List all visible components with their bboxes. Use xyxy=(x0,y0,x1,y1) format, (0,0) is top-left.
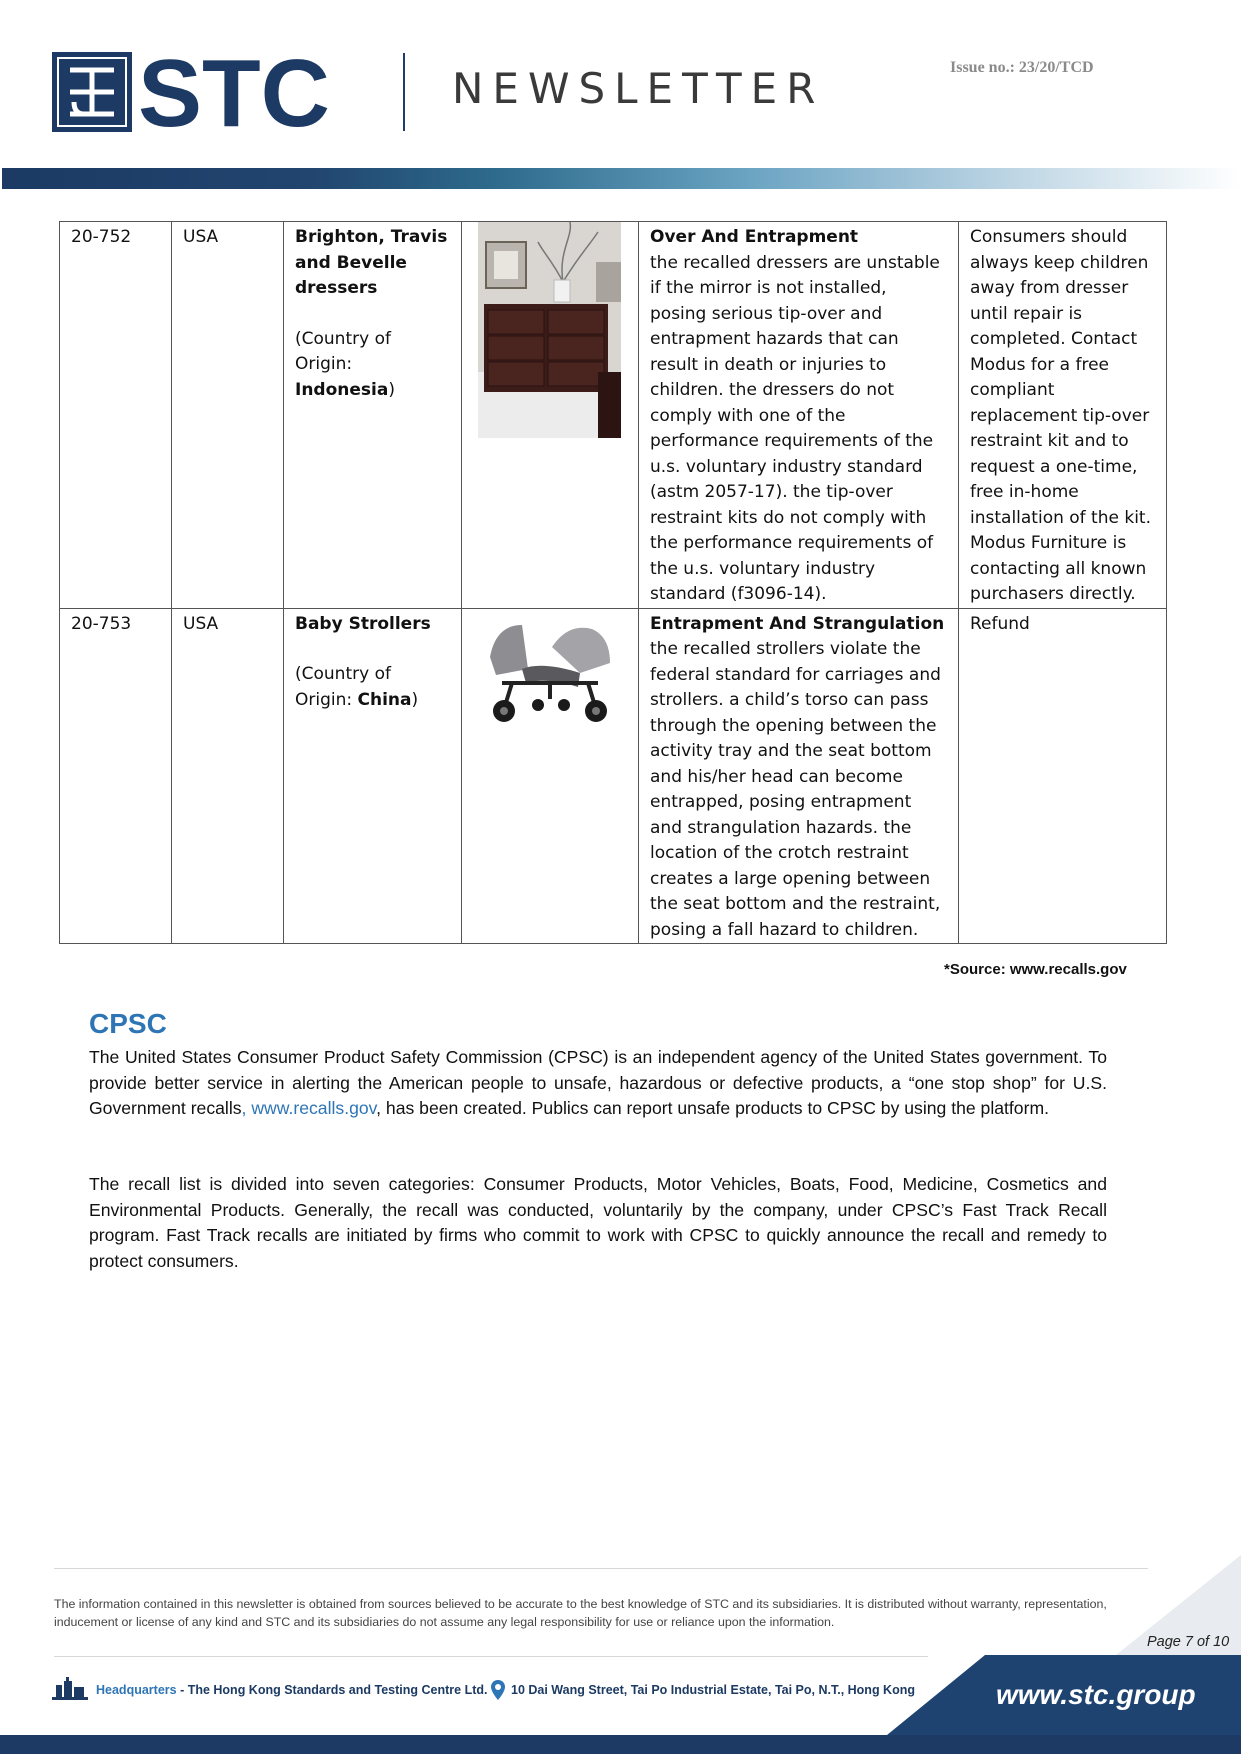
origin-prefix: (Country of Origin: xyxy=(295,664,391,710)
remedy-cell xyxy=(959,608,1167,944)
hq-name: - The Hong Kong Standards and Testing Centre Ltd. xyxy=(176,1683,488,1697)
cpsc-paragraph-1 xyxy=(89,1045,1107,1122)
product-cell xyxy=(284,608,462,944)
hazard-description: the recalled strollers violate the federal standard for carriages and strollers. a child’s torso can pass through the opening between the activity tray and the seat bottom and his/her head can become entrapped, posing entrapment and strangulation hazards. the location of the crotch restraint creates a large opening between the seat bottom and the restraint, posing a fall hazard to children. xyxy=(650,639,941,940)
hazard-cell xyxy=(639,222,959,609)
disclaimer: The information contained in this newsletter is obtained from sources believed to be accurate to the best knowledge of STC and its subsidiaries. It is distributed without warranty, representation, inducement or license of any kind and STC and its subsidiaries do not assume any legal responsibility for use or reliance upon the information. xyxy=(54,1597,1107,1629)
hazard-cell xyxy=(639,608,959,944)
stroller-photo-icon xyxy=(482,617,617,725)
recalls-link[interactable]: , www.recalls.gov xyxy=(241,1098,377,1118)
product-name: Brighton, Travis and Bevelle dressers xyxy=(295,227,448,298)
table-row xyxy=(60,222,1167,609)
country-cell xyxy=(172,222,284,609)
recall-id-cell xyxy=(60,222,172,609)
website-link[interactable]: www.stc.group xyxy=(996,1679,1196,1710)
recall-country: USA xyxy=(183,227,219,247)
location-pin-icon xyxy=(491,1680,505,1700)
hazard-title: Over And Entrapment xyxy=(650,227,859,247)
recall-table xyxy=(59,221,1167,944)
hq-label: Headquarters xyxy=(96,1683,177,1697)
hazard-description: the recalled dressers are unstable if the mirror is not installed, posing serious tip-over and entrapment hazards that can result in death or injuries to children. the dressers do not comply with one of the performance requirements of the u.s. voluntary industry standard (astm 2057-17). the tip-over restraint kits do not comply with the performance requirements of the u.s. voluntary industry standard (f3096-14). xyxy=(650,252,940,604)
footer-divider xyxy=(54,1568,1148,1569)
product-origin xyxy=(295,327,450,404)
page-number: Page 7 of 10 xyxy=(1147,1634,1230,1650)
recall-country: USA xyxy=(183,613,219,634)
origin-suffix: ) xyxy=(411,689,419,710)
header-gradient-bar xyxy=(2,168,1241,189)
address-line: 10 Dai Wang Street, Tai Po Industrial Estate, Tai Po, N.T., Hong Kong xyxy=(511,1683,915,1697)
building-icon xyxy=(52,1677,88,1701)
recall-id-cell xyxy=(60,608,172,944)
product-origin xyxy=(295,662,450,713)
remedy-text: Consumers should always keep children away from dresser until repair is completed. Contact Modus for a free compliant replacement tip-over restraint kit and to request a one-time, free in-home installation of the kit. Modus Furniture is contacting all known purchasers directly. xyxy=(970,227,1151,604)
header-divider xyxy=(403,53,405,131)
para-text: , has been created. Publics can report unsafe products to CPSC by using the platform. xyxy=(376,1098,1049,1118)
remedy-cell xyxy=(959,222,1167,609)
product-name: Baby Strollers xyxy=(295,613,431,634)
section-title: CPSC xyxy=(89,1008,167,1039)
image-cell xyxy=(462,608,639,944)
origin-country: China xyxy=(357,689,412,710)
origin-prefix: (Country of Origin: xyxy=(295,328,391,374)
origin-suffix: ) xyxy=(388,379,395,400)
dresser-photo-icon xyxy=(478,222,621,438)
para-text: The United States Consumer Product Safety Commission (CPSC) is an independent agency of the United States government. To provide better service in alerting the American people to unsafe, hazardous or defective products, a “one stop shop” for U.S. Government recalls xyxy=(89,1047,1107,1118)
headquarters-line xyxy=(96,1683,487,1697)
cpsc-paragraph-2: The recall list is divided into seven categories: Consumer Products, Motor Vehicles, Boats, Food, Medicine, Cosmetics and Environmental Products. Generally, the recall was conducted, voluntarily by the company, under CPSC’s Fast Track Recall program. Fast Track recalls are initiated by firms who commit to work with CPSC to quickly announce the recall and remedy to protect consumers. xyxy=(89,1174,1107,1271)
remedy-text: Refund xyxy=(970,613,1030,634)
source-note: *Source: www.recalls.gov xyxy=(944,961,1127,978)
image-cell xyxy=(462,222,639,609)
hazard-title: Entrapment And Strangulation xyxy=(650,613,945,634)
table-row xyxy=(60,608,1167,944)
logo-wordmark: STC xyxy=(138,52,330,132)
country-cell xyxy=(172,608,284,944)
issue-number: Issue no.: 23/20/TCD xyxy=(950,59,1094,76)
recall-id: 20-752 xyxy=(71,227,132,247)
origin-country: Indonesia xyxy=(295,379,389,400)
recall-id: 20-753 xyxy=(71,613,132,634)
product-cell xyxy=(284,222,462,609)
stc-logo xyxy=(52,52,352,132)
newsletter-title: NEWSLETTER xyxy=(452,64,825,113)
